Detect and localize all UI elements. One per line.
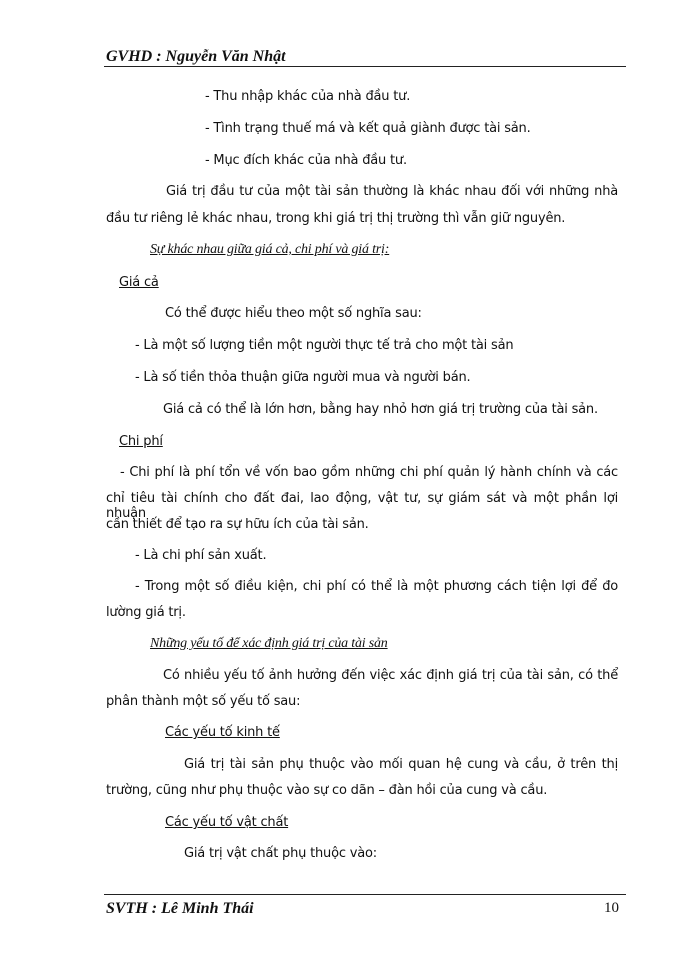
paragraph-line: - Trong một số điều kiện, chi phí có thể là một phương cách tiện lợi để đo [135,579,618,594]
paragraph-line: cần thiết để tạo ra sự hữu ích của tài sản. [106,517,369,532]
footer-rule [104,894,626,895]
paragraph-line: đầu tư riêng lẻ khác nhau, trong khi giá trị thị trường thì vẫn giữ nguyên. [106,211,566,226]
paragraph-line: Giá trị đầu tư của một tài sản thường là khác nhau đối với những nhà [166,184,618,199]
page-footer: SVTH : Lê Minh Thái [106,900,254,917]
bullet-line: - Là một số lượng tiền một người thực tế trả cho một tài sản [135,338,514,353]
bullet-line: - Thu nhập khác của nhà đầu tư. [205,89,411,104]
section-heading: Những yếu tố để xác định giá trị của tài sản [150,636,388,651]
header-rule [104,66,626,67]
paragraph-line: - Chi phí là phí tổn về vốn bao gồm những chi phí quản lý hành chính và các [120,465,618,480]
paragraph-line: Có nhiều yếu tố ảnh hưởng đến việc xác định giá trị của tài sản, có thể [163,668,618,683]
subsection-heading: Giá cả [119,275,159,290]
bullet-line: - Là chi phí sản xuất. [135,548,267,563]
subsection-heading: Chi phí [119,434,163,449]
paragraph-line: trường, cũng như phụ thuộc vào sự co dãn – đàn hồi của cung và cầu. [106,783,548,798]
subsection-heading: Các yếu tố vật chất [165,815,289,830]
paragraph-line: phân thành một số yếu tố sau: [106,694,301,709]
bullet-line: - Là số tiền thỏa thuận giữa người mua và người bán. [135,370,471,385]
paragraph-line: chỉ tiêu tài chính cho đất đai, lao động, vật tư, sự giám sát và một phần lợi nhuận [106,491,618,521]
paragraph-line: Giá cả có thể là lớn hơn, bằng hay nhỏ hơn giá trị trường của tài sản. [163,402,598,417]
section-heading: Sự khác nhau giữa giá cả, chi phí và giá trị: [150,242,390,257]
bullet-line: - Tình trạng thuế má và kết quả giành được tài sản. [205,121,531,136]
subsection-heading: Các yếu tố kinh tế [165,725,280,740]
bullet-line: - Mục đích khác của nhà đầu tư. [205,153,407,168]
paragraph-line: Giá trị vật chất phụ thuộc vào: [184,846,377,861]
paragraph-line: lường giá trị. [106,605,186,620]
paragraph-line: Có thể được hiểu theo một số nghĩa sau: [165,306,422,321]
page-header: GVHD : Nguyễn Văn Nhật [106,48,286,65]
page-number: 10 [604,900,619,916]
paragraph-line: Giá trị tài sản phụ thuộc vào mối quan hệ cung và cầu, ở trên thị [184,757,618,772]
